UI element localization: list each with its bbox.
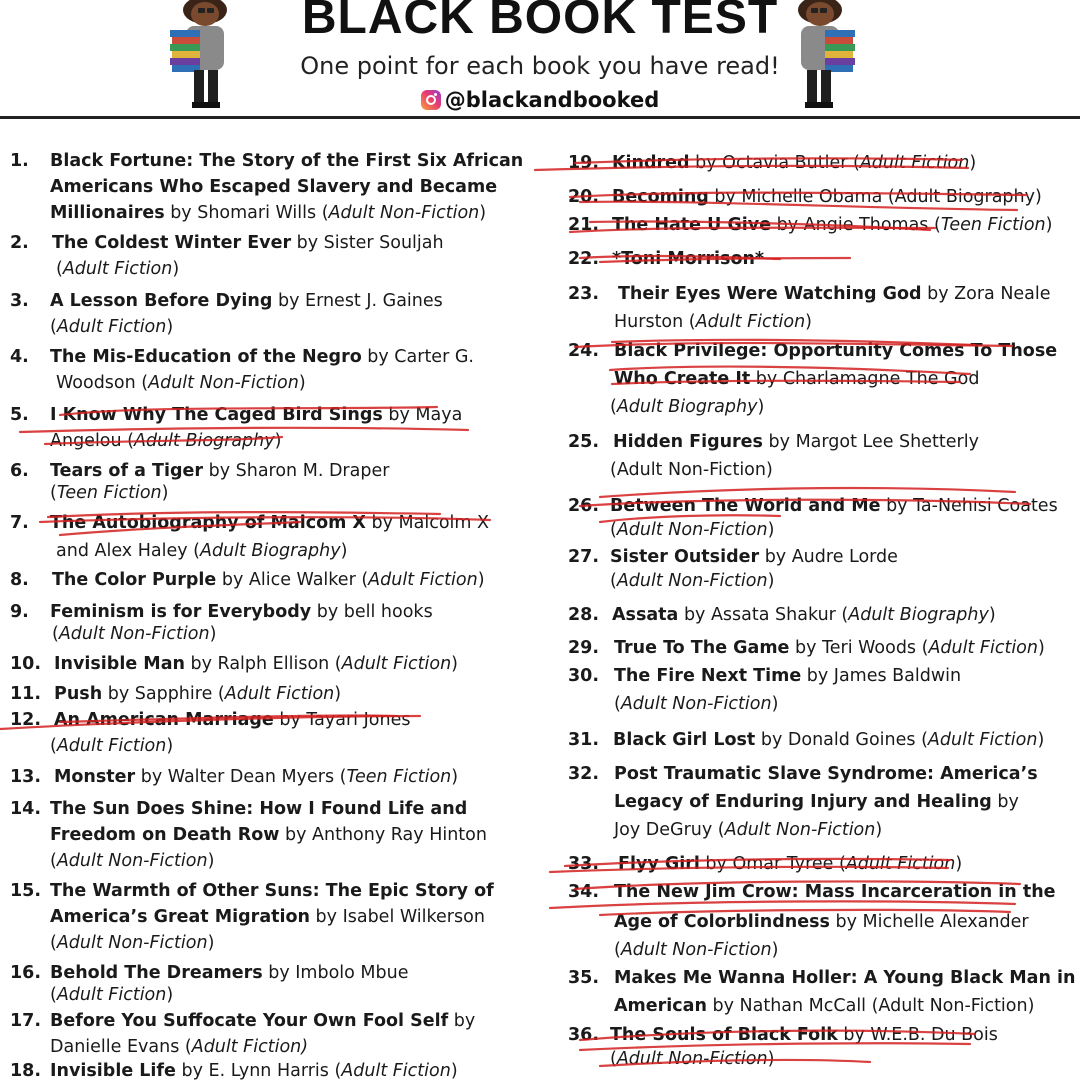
item-line <box>612 184 1042 210</box>
book-title: Hidden Figures <box>613 432 763 452</box>
item-line <box>50 982 173 1008</box>
book-author: ( <box>50 851 57 871</box>
book-title: Black Privilege: Opportunity Comes To Those <box>614 341 1058 361</box>
item-line <box>610 1046 774 1072</box>
book-author: by Alice Walker ( <box>216 570 369 590</box>
item-line <box>50 314 173 340</box>
book-title: Between The World and Me <box>610 496 881 516</box>
book-title: Monster <box>54 767 136 787</box>
item-number: 21. <box>568 215 600 235</box>
item-number: 15. <box>10 881 42 901</box>
book-title: The Sun Does Shine: How I Found Life and <box>50 799 468 819</box>
item-line <box>614 879 1056 905</box>
book-author: ) <box>166 985 174 1005</box>
book-title: The Autobiography of Malcom X <box>50 513 366 533</box>
book-title: Assata <box>612 605 679 625</box>
book-title: Before You Suffocate Your Own Fool Self <box>50 1011 449 1031</box>
item-line <box>614 789 1019 815</box>
item-line <box>614 817 882 843</box>
book-author: ) <box>172 259 180 279</box>
item-number: 8. <box>10 570 29 590</box>
book-author: by Charlamagne The God <box>750 369 980 389</box>
book-author: ) <box>771 940 779 960</box>
item-line <box>56 256 179 282</box>
item-number: 3. <box>10 291 29 311</box>
header-divider <box>0 116 1080 119</box>
item-number: 23. <box>568 284 600 304</box>
book-title: *Toni Morrison* <box>612 249 765 269</box>
item-line <box>614 635 1045 661</box>
book-genre: Adult Biography <box>616 397 758 417</box>
book-title: Invisible Life <box>50 1061 176 1081</box>
item-number: 7. <box>10 513 29 533</box>
item-line <box>50 200 486 226</box>
book-title: Post Traumatic Slave Syndrome: America’s <box>614 764 1038 784</box>
item-line <box>614 366 979 392</box>
book-genre: Adult Fiction <box>341 1061 451 1081</box>
book-author: by Anthony Ray Hinton <box>279 825 487 845</box>
book-genre: Adult Fiction <box>56 736 167 756</box>
item-number: 32. <box>568 764 600 784</box>
book-title: American <box>614 996 707 1016</box>
item-line <box>614 993 1034 1019</box>
book-author: and Alex Haley ( <box>56 541 200 561</box>
book-author: by W.E.B. Du Bois <box>837 1025 998 1045</box>
item-line <box>613 727 1044 753</box>
item-line <box>618 281 1051 307</box>
book-author: ) <box>1037 638 1045 658</box>
book-genre: Adult Non-Fiction <box>616 520 768 540</box>
book-genre: Adult Non-Fiction <box>616 571 768 591</box>
item-line <box>52 230 444 256</box>
book-author: ( <box>52 624 59 644</box>
book-author: ) <box>767 520 775 540</box>
book-author: ) <box>767 571 775 591</box>
item-number: 20. <box>568 187 600 207</box>
item-number: 27. <box>568 547 600 567</box>
item-number: 16. <box>10 963 42 983</box>
book-author: Hurston ( <box>614 312 696 332</box>
book-author: by James Baldwin <box>801 666 962 686</box>
book-author: by Michelle Alexander <box>829 912 1029 932</box>
book-author: by Sharon M. Draper <box>203 461 390 481</box>
item-line <box>610 457 773 483</box>
book-author: ( <box>614 694 621 714</box>
item-line <box>614 691 778 717</box>
book-author: by Omar Tyree ( <box>699 854 846 874</box>
book-author: by Nathan McCall (Adult Non-Fiction) <box>706 996 1035 1016</box>
book-author: by Ta-Nehisi Coates <box>880 496 1058 516</box>
book-genre: Adult Non-Fiction <box>724 820 876 840</box>
item-line <box>50 1058 458 1084</box>
item-number: 18. <box>10 1061 42 1081</box>
book-author: ) <box>767 1049 775 1069</box>
book-author: by Isabel Wilkerson <box>309 907 485 927</box>
book-title: The New Jim Crow: Mass Incarceration in the <box>614 882 1056 902</box>
item-number: 26. <box>568 496 600 516</box>
page-subtitle: One point for each book you have read! <box>300 52 780 80</box>
book-author: by Imbolo Mbue <box>262 963 409 983</box>
item-line <box>50 1008 475 1034</box>
book-genre: Adult Non-Fiction <box>148 373 299 393</box>
book-author: Danielle Evans ( <box>50 1037 192 1057</box>
book-title: The Hate U Give <box>612 215 772 235</box>
item-line <box>612 246 764 272</box>
book-author: by Malcolm X <box>365 513 489 533</box>
book-author: by Audre Lorde <box>759 547 898 567</box>
item-line <box>50 848 214 874</box>
book-author: by Carter G. <box>361 347 474 367</box>
item-line <box>614 909 1029 935</box>
book-genre: Adult Biography <box>199 541 341 561</box>
item-number: 36. <box>568 1025 600 1045</box>
book-genre: Adult Non-Fiction <box>58 624 210 644</box>
item-line <box>50 428 281 454</box>
book-title: Push <box>54 684 103 704</box>
item-line <box>610 517 774 543</box>
book-author: by Assata Shakur ( <box>678 605 849 625</box>
book-author: ) <box>166 736 174 756</box>
book-author: ( <box>610 397 617 417</box>
book-title: America’s Great Migration <box>50 907 310 927</box>
item-line <box>56 538 347 564</box>
book-author: by Walter Dean Myers ( <box>135 767 347 787</box>
item-number: 24. <box>568 341 600 361</box>
item-line <box>614 338 1057 364</box>
book-title: Who Create It <box>614 369 751 389</box>
book-author: ( <box>50 933 57 953</box>
book-genre: Adult Fiction <box>695 312 806 332</box>
book-genre: Adult Non-Fiction <box>56 851 208 871</box>
book-author: ( <box>50 985 57 1005</box>
item-number: 14. <box>10 799 42 819</box>
item-number: 9. <box>10 602 29 622</box>
item-number: 6. <box>10 461 29 481</box>
book-author: by Teri Woods ( <box>789 638 929 658</box>
book-genre: Teen Fiction <box>56 483 162 503</box>
book-author: ) <box>1037 730 1045 750</box>
book-author: ) <box>209 624 217 644</box>
book-author: by Margot Lee Shetterly <box>762 432 979 452</box>
book-author: ) <box>969 153 977 173</box>
page-title: BLACK BOOK TEST <box>301 0 779 44</box>
book-title: Sister Outsider <box>610 547 760 567</box>
book-title: Age of Colorblindness <box>614 912 830 932</box>
book-genre: Adult Non-Fiction <box>616 1049 768 1069</box>
book-title: Millionaires <box>50 203 165 223</box>
book-author: ) <box>340 541 348 561</box>
book-genre: Adult Fiction <box>341 654 452 674</box>
book-genre: Adult Fiction <box>368 570 478 590</box>
book-title: Americans Who Escaped Slavery and Became <box>50 177 498 197</box>
book-title: Kindred <box>612 153 690 173</box>
item-line <box>614 761 1038 787</box>
book-author: by Michelle Obama (Adult Biography) <box>708 187 1042 207</box>
book-author: Joy DeGruy ( <box>614 820 725 840</box>
book-genre: Adult Fiction <box>927 730 1038 750</box>
item-number: 10. <box>10 654 42 674</box>
item-line <box>614 965 1075 991</box>
book-title: The Mis-Education of the Negro <box>50 347 362 367</box>
book-title: I Know Why The Caged Bird Sings <box>50 405 383 425</box>
book-title: Behold The Dreamers <box>50 963 263 983</box>
book-author: by Shomari Wills ( <box>164 203 329 223</box>
instagram-icon <box>421 90 441 110</box>
book-author: ) <box>477 570 485 590</box>
book-author: ) <box>451 767 459 787</box>
item-line <box>610 1022 998 1048</box>
book-genre: Adult Fiction <box>859 153 970 173</box>
book-genre: Adult Fiction <box>56 317 167 337</box>
book-author: by <box>991 792 1019 812</box>
header <box>0 0 1080 118</box>
book-author: by Ernest J. Gaines <box>272 291 443 311</box>
book-author: by Tayari Jones <box>273 710 411 730</box>
item-line <box>54 651 458 677</box>
item-line <box>610 544 898 570</box>
book-author: ) <box>298 373 306 393</box>
item-line <box>54 681 341 707</box>
book-author: Angelou ( <box>50 431 134 451</box>
book-author: ) <box>161 483 169 503</box>
item-line <box>50 148 523 174</box>
item-line <box>610 394 764 420</box>
book-title: The Color Purple <box>52 570 217 590</box>
book-author: ( <box>56 259 63 279</box>
book-author: ) <box>450 1061 458 1081</box>
book-genre: Adult Non-Fiction <box>620 940 772 960</box>
book-author: by <box>448 1011 476 1031</box>
item-number: 31. <box>568 730 600 750</box>
book-title: Their Eyes Were Watching God <box>618 284 922 304</box>
book-author: ( <box>50 317 57 337</box>
item-line <box>612 212 1052 238</box>
book-genre: Adult Fiction) <box>191 1037 309 1057</box>
book-author: by Ralph Ellison ( <box>184 654 342 674</box>
book-author: ) <box>988 605 996 625</box>
book-author: ( <box>610 571 617 591</box>
book-author: ( <box>614 940 621 960</box>
book-title: Black Girl Lost <box>613 730 756 750</box>
book-genre: Adult Fiction <box>845 854 956 874</box>
handle-text: @blackandbooked <box>444 88 660 112</box>
item-number: 25. <box>568 432 600 452</box>
item-line <box>50 796 467 822</box>
book-author: ) <box>771 694 779 714</box>
item-line <box>56 370 306 396</box>
item-number: 12. <box>10 710 42 730</box>
book-author: ) <box>334 684 342 704</box>
book-title: A Lesson Before Dying <box>50 291 273 311</box>
book-author: by Zora Neale <box>921 284 1051 304</box>
item-line <box>50 344 474 370</box>
book-genre: Adult Biography <box>134 431 275 451</box>
book-author: ) <box>207 851 215 871</box>
item-line <box>613 429 979 455</box>
item-line <box>50 930 214 956</box>
book-genre: Adult Non-Fiction <box>620 694 772 714</box>
item-number: 17. <box>10 1011 42 1031</box>
item-number: 4. <box>10 347 29 367</box>
item-line <box>610 493 1058 519</box>
book-author: by Maya <box>382 405 463 425</box>
item-number: 13. <box>10 767 42 787</box>
item-line <box>50 174 497 200</box>
item-number: 1. <box>10 151 29 171</box>
item-number: 34. <box>568 882 600 902</box>
book-title: Invisible Man <box>54 654 185 674</box>
book-genre: Adult Fiction <box>224 684 335 704</box>
item-number: 19. <box>568 153 600 173</box>
item-number: 35. <box>568 968 600 988</box>
book-author: Woodson ( <box>56 373 149 393</box>
item-line <box>52 621 216 647</box>
book-title: Feminism is for Everybody <box>50 602 312 622</box>
book-genre: Adult Biography <box>848 605 989 625</box>
item-line <box>614 663 961 689</box>
book-genre: Teen Fiction <box>346 767 452 787</box>
book-author: ) <box>757 397 765 417</box>
book-author: by Angie Thomas ( <box>771 215 941 235</box>
book-title: The Fire Next Time <box>614 666 802 686</box>
book-author: by Octavia Butler ( <box>689 153 860 173</box>
book-genre: Adult Fiction <box>62 259 173 279</box>
book-author: ) <box>479 203 487 223</box>
item-line <box>614 937 778 963</box>
book-title: The Souls of Black Folk <box>610 1025 838 1045</box>
book-title: Legacy of Enduring Injury and Healing <box>614 792 992 812</box>
item-number: 11. <box>10 684 42 704</box>
item-line <box>50 1034 308 1060</box>
book-title: An American Marriage <box>54 710 274 730</box>
book-author: by Sapphire ( <box>102 684 225 704</box>
item-number: 29. <box>568 638 600 658</box>
item-line <box>612 602 996 628</box>
book-title: True To The Game <box>614 638 790 658</box>
book-author: by Donald Goines ( <box>755 730 928 750</box>
book-author: ( <box>610 1049 617 1069</box>
item-line <box>50 822 487 848</box>
book-title: Freedom on Death Row <box>50 825 280 845</box>
item-line <box>54 764 458 790</box>
book-title: The Warmth of Other Suns: The Epic Story of <box>50 881 494 901</box>
book-author: by Sister Souljah <box>291 233 444 253</box>
item-line <box>52 567 485 593</box>
item-line <box>54 707 410 733</box>
book-genre: Adult Fiction <box>928 638 1038 658</box>
book-author: ) <box>805 312 812 332</box>
item-line <box>618 851 962 877</box>
book-title: Flyy Girl <box>618 854 700 874</box>
item-number: 33. <box>568 854 600 874</box>
item-number: 30. <box>568 666 600 686</box>
book-author: ( <box>50 483 57 503</box>
item-line <box>612 150 976 176</box>
book-author: ) <box>955 854 963 874</box>
item-line <box>614 309 812 335</box>
book-author: ) <box>875 820 883 840</box>
book-author: ) <box>1045 215 1053 235</box>
book-author: by bell hooks <box>311 602 433 622</box>
item-line <box>50 402 462 428</box>
book-author: ) <box>166 317 174 337</box>
book-title: Tears of a Tiger <box>50 461 204 481</box>
book-author: (Adult Non-Fiction) <box>610 460 773 480</box>
book-genre: Teen Fiction <box>940 215 1046 235</box>
book-author: ( <box>50 736 57 756</box>
item-line <box>50 733 173 759</box>
book-title: The Coldest Winter Ever <box>52 233 292 253</box>
item-number: 5. <box>10 405 29 425</box>
book-author: ( <box>610 520 617 540</box>
book-title: Black Fortune: The Story of the First Six African <box>50 151 524 171</box>
book-title: Becoming <box>612 187 709 207</box>
item-line <box>50 510 489 536</box>
book-genre: Adult Non-Fiction <box>328 203 480 223</box>
book-author: ) <box>451 654 458 674</box>
item-number: 28. <box>568 605 600 625</box>
item-line <box>610 568 774 594</box>
book-author: by E. Lynn Harris ( <box>175 1061 342 1081</box>
book-genre: Adult Fiction <box>56 985 167 1005</box>
instagram-handle <box>0 88 1080 112</box>
item-number: 2. <box>10 233 29 253</box>
book-title: Makes Me Wanna Holler: A Young Black Man in <box>614 968 1076 988</box>
book-author: ) <box>274 431 282 451</box>
item-line <box>50 480 168 506</box>
item-number: 22. <box>568 249 600 269</box>
book-author: ) <box>207 933 215 953</box>
item-line <box>50 904 485 930</box>
book-genre: Adult Non-Fiction <box>56 933 208 953</box>
item-line <box>50 288 443 314</box>
item-line <box>50 878 494 904</box>
